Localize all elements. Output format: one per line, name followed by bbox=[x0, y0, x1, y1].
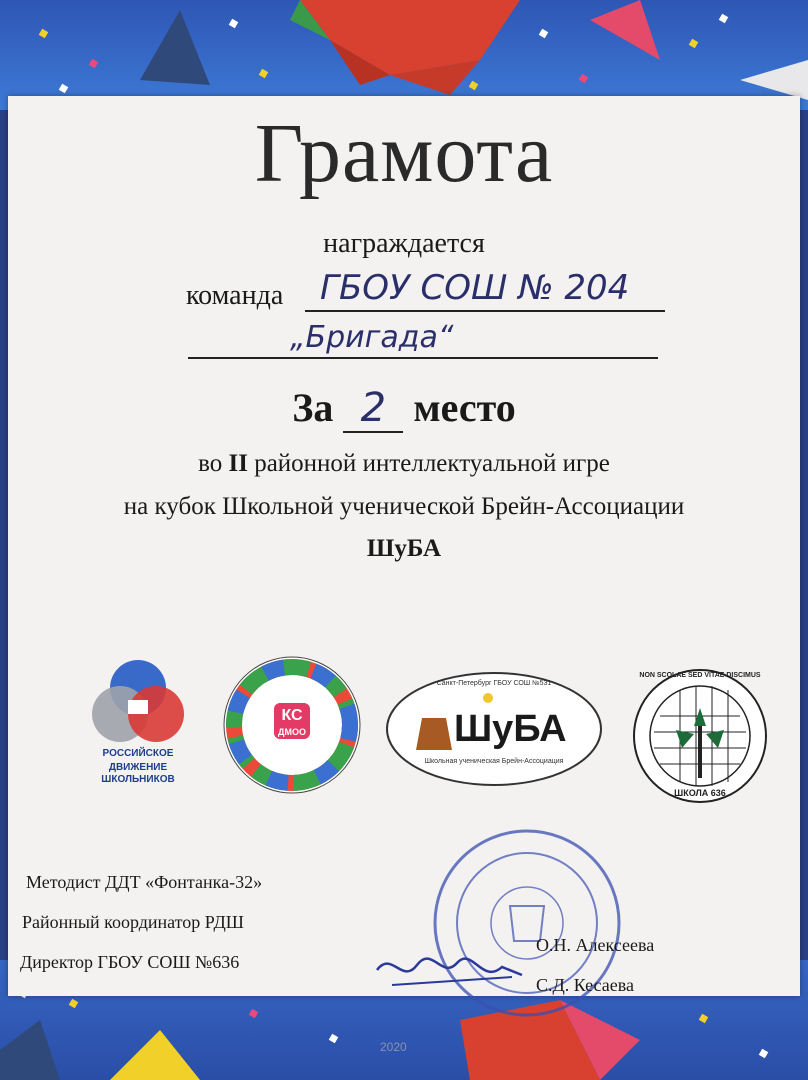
signature-name-2: С.Д. Кесаева bbox=[536, 975, 634, 995]
ks-logo bbox=[222, 655, 362, 795]
school-motto: NON SCOLAE SED VITAE DISCIMUS bbox=[639, 672, 761, 679]
year-label: 2020 bbox=[380, 1040, 407, 1054]
shuba-logo bbox=[384, 670, 604, 788]
event-line-1-rest: районной интеллектуальной игре bbox=[254, 450, 610, 477]
event-line-1-roman: II bbox=[228, 450, 248, 477]
school-tree-emblem-icon bbox=[632, 668, 768, 804]
signatory-methodist: Методист ДДТ «Фонтанка-32» bbox=[26, 872, 263, 892]
event-line-2: на кубок Школьной ученической Брейн-Ассоциации bbox=[123, 493, 685, 520]
awarded-text: награждается bbox=[323, 228, 485, 259]
event-line-1-prefix: во bbox=[198, 450, 223, 477]
team-name-handwritten: „Бригада“ bbox=[290, 320, 454, 355]
rdsh-logo bbox=[78, 652, 198, 792]
certificate-title: Грамота bbox=[254, 107, 554, 200]
school-636-logo bbox=[632, 668, 768, 804]
shuba-name: ШуБА bbox=[454, 708, 567, 750]
event-line-3: ШуБА bbox=[366, 535, 442, 562]
handwritten-signature bbox=[372, 945, 532, 995]
signatory-director: Директор ГБОУ СОШ №636 bbox=[20, 952, 240, 972]
place-line bbox=[0, 384, 808, 433]
rdsh-caption-2: ДВИЖЕНИЕ ШКОЛЬНИКОВ bbox=[101, 762, 175, 785]
place-prefix: За bbox=[292, 385, 334, 430]
team-underline bbox=[305, 310, 665, 312]
rdsh-circles-icon bbox=[78, 652, 198, 747]
team-handwritten: ГБОУ СОШ № 204 bbox=[320, 268, 630, 308]
rdsh-caption-1: РОССИЙСКОЕ bbox=[102, 748, 174, 759]
ks-badge: КС bbox=[281, 707, 303, 724]
ks-wheel-icon bbox=[222, 655, 362, 795]
ks-sub: ДМОО bbox=[278, 727, 306, 737]
team-label: команда bbox=[186, 280, 284, 311]
shuba-bottom-text: Школьная ученическая Брейн-Ассоциация bbox=[424, 758, 564, 765]
team-name-underline bbox=[188, 357, 658, 359]
shuba-top-text: Санкт-Петербург ГБОУ СОШ №531 bbox=[436, 680, 552, 687]
school-name: ШКОЛА 636 bbox=[674, 788, 726, 798]
signature-name-1: О.Н. Алексеева bbox=[536, 935, 655, 955]
polygon-decoration bbox=[0, 0, 808, 110]
signatory-coordinator: Районный координатор РДШ bbox=[22, 912, 244, 932]
event-line-1 bbox=[0, 450, 808, 478]
place-suffix: место bbox=[413, 385, 516, 430]
place-number-handwritten: 2 bbox=[343, 385, 403, 433]
top-decorative-band bbox=[0, 0, 808, 110]
